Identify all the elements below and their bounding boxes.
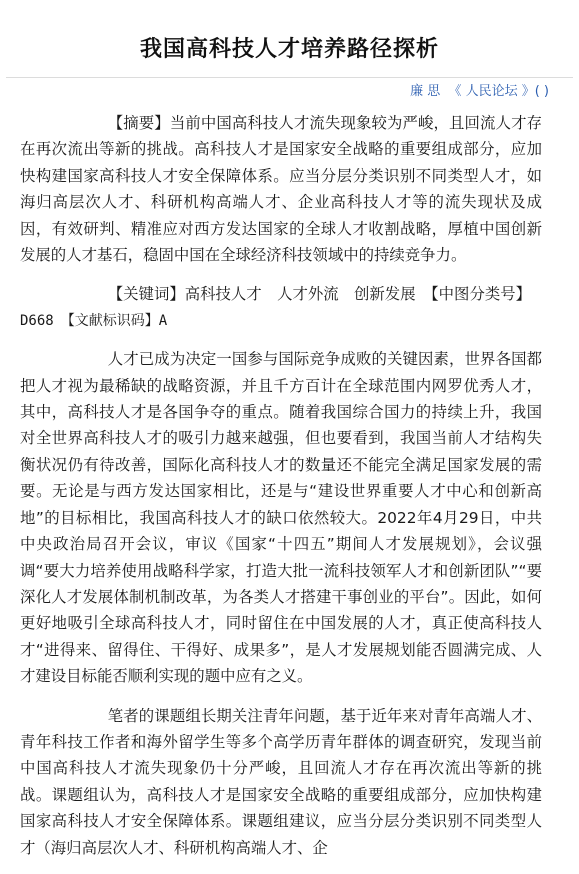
article-title: 我国高科技人才培养路径探析 xyxy=(139,36,439,62)
byline xyxy=(406,80,549,99)
source-publication[interactable]: 《 人民论坛 》( ) xyxy=(448,84,549,99)
keywords-line: 【关键词】高科技人才 人才外流 创新发展 【中图分类号】 xyxy=(107,285,532,304)
title-divider xyxy=(6,77,573,78)
author-name[interactable]: 廉 思 xyxy=(410,84,441,99)
article-body xyxy=(20,110,542,874)
body-paragraph-2: 笔者的课题组长期关注青年问题，基于近年来对青年高端人才、青年科技工作者和海外留学生等多个高学历青年群体的调查研究，发现当前中国高科技人才流失现象仍十分严峻，且回流人才存在再次流出等新的挑战。课题组认为，高科技人才是国家安全战略的重要组成部分，应加快构建国家高科技人才安全保障体系。课题组建议，应当分层分类识别不同类型人才（海归高层次人才、科研机构高端人才、企 xyxy=(20,706,542,857)
classification-line: D668 【文献标识码】A xyxy=(20,312,168,329)
body-paragraph-1: 人才已成为决定一国参与国际竞争成败的关键因素，世界各国都把人才视为最稀缺的战略资源，并且千方百计在全球范围内网罗优秀人才，其中，高科技人才是各国争夺的重点。随着我国综合国力的持续上升，我国对全世界高科技人才的吸引力越来越强，但也要看到，我国当前人才结构失衡状况仍有待改善，国际化高科技人才的数量还不能完全满足国家发展的需要。无论是与西方发达国家相比，还是与“建设世界重要人才中心和创新高地”的目标相比，我国高科技人才的缺口依然较大。2022年4月29日，中共中央政治局召开会议，审议《国家“十四五”期间人才发展规划》，会议强调“要大力培养使用战略科学家，打造大批一流科技领军人才和创新团队”“要深化人才发展体制机制改革，为各类人才搭建干事创业的平台”。因此，如何更好地吸引全球高科技人才，同时留住在中国发展的人才，真正使高科技人才“进得来、留得住、干得好、成果多”，是人才发展规划能否圆满完成、人才建设目标能否顺利实现的题中应有之义。 xyxy=(20,350,542,686)
abstract-paragraph: 【摘要】当前中国高科技人才流失现象较为严峻，且回流人才存在再次流出等新的挑战。高科技人才是国家安全战略的重要组成部分，应加快构建国家高科技人才安全保障体系。应当分层分类识别不同类型人才，如海归高层次人才、科研机构高端人才、企业高科技人才等的流失现状及成因，有效研判、精准应对西方发达国家的全球人才收割战略，厚植中国创新发展的人才基石，稳固中国在全球经济科技领域中的持续竞争力。 xyxy=(20,114,542,265)
